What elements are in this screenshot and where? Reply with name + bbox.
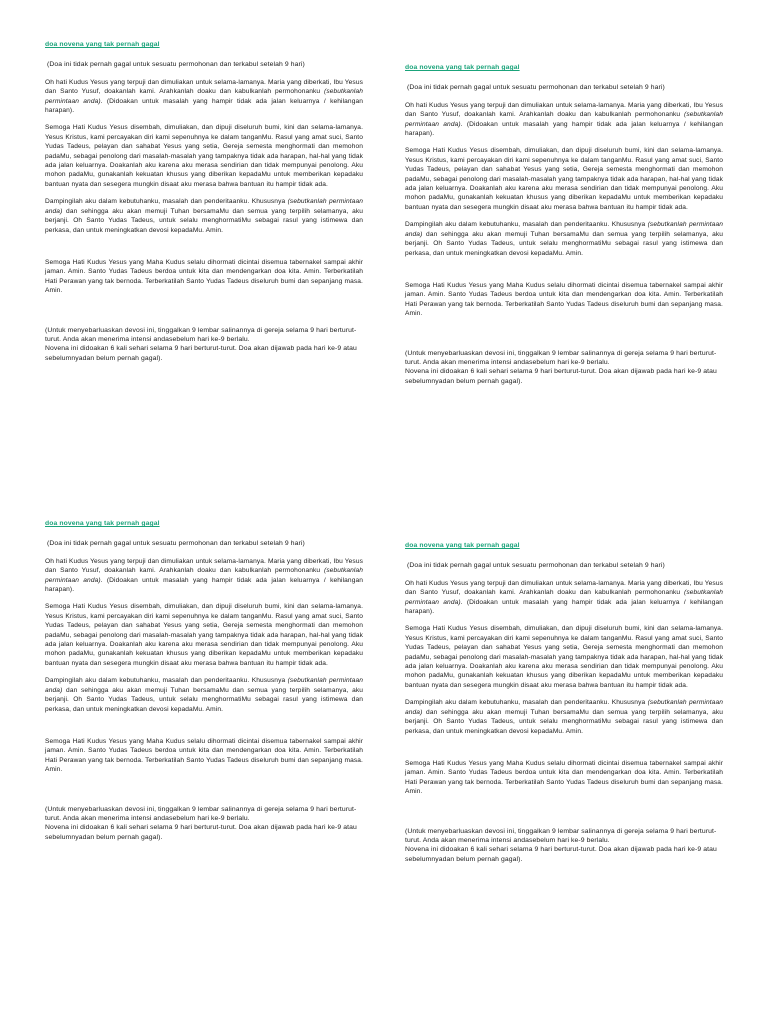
italic-span: (sebutkanlah permintaan anda) <box>45 88 363 105</box>
text-span: dan sehingga aku akan memuji Tuhan bersamaMu dan semua yang terpilih selamanya, aku berjanji. Oh Santo Yudas Tadeus, untuk selalu menghormatiMu sebagai rasul yang istimewa dan perkasa, dan untuk meningkatkan devosi kepadaMu. Amin. <box>45 686 363 713</box>
novena-card <box>405 541 723 864</box>
note-line: Novena ini didoakan 6 kali sehari selama 9 hari berturut-turut. Doa akan dijawab pada hari ke-9 atau sebelumnyadan belum pernah gagal). <box>45 824 357 841</box>
paragraph-closing: Semoga Hati Kudus Yesus yang Maha Kudus selalu dihormati dicintai disemua tabernakel sampai akhir jaman. Amin. Santo Yudas Tadeus berdoa untuk kita dan mendengarkan doa kita. Amin. Terberkatilah Hati Perawan yang tak bernoda. Terberkatilah Santo Yudas Tadeus diseluruh bumi dan sepanjang masa. Amin. <box>405 759 723 796</box>
instruction-note <box>405 827 723 865</box>
paragraph-closing: Semoga Hati Kudus Yesus yang Maha Kudus selalu dihormati dicintai disemua tabernakel sampai akhir jaman. Amin. Santo Yudas Tadeus berdoa untuk kita dan mendengarkan doa kita. Amin. Terberkatilah Hati Perawan yang tak bernoda. Terberkatilah Santo Yudas Tadeus diseluruh bumi dan sepanjang masa. Amin. <box>405 281 723 318</box>
note-line: (Untuk menyebarluaskan devosi ini, tinggalkan 9 lembar salinannya di gereja selama 9 hari berturut-turut. Anda akan menerima intensi andasebelum hari ke-9 berlalu. <box>405 349 717 366</box>
instruction-note <box>405 349 723 387</box>
text-span: dan sehingga aku akan memuji Tuhan bersamaMu dan semua yang terpilih selamanya, aku berjanji. Oh Santo Yudas Tadeus, untuk selalu menghormatiMu sebagai rasul yang istimewa dan perkasa, dan untuk meningkatkan devosi kepadaMu. Amin. <box>405 708 723 735</box>
card-subtitle: (Doa ini tidak pernah gagal untuk sesuatu permohonan dan terkabul setelah 9 hari) <box>47 61 305 69</box>
note-line: (Untuk menyebarluaskan devosi ini, tinggalkan 9 lembar salinannya di gereja selama 9 hari berturut-turut. Anda akan menerima intensi andasebelum hari ke-9 berlalu. <box>45 326 357 343</box>
text-span: Oh hati Kudus Yesus yang terpuji dan dimuliakan untuk selama-lamanya. Maria yang diberkati, Ibu Yesus dan Santo Yusuf, doakanlah kami. Arahkanlah doaku dan kabulkanlah permohonanku <box>45 78 363 96</box>
text-span: Oh hati Kudus Yesus yang terpuji dan dimuliakan untuk selama-lamanya. Maria yang diberkati, Ibu Yesus dan Santo Yusuf, doakanlah kami. Arahkanlah doaku dan kabulkanlah permohonanku <box>45 557 363 575</box>
card-subtitle: (Doa ini tidak pernah gagal untuk sesuatu permohonan dan terkabul setelah 9 hari) <box>407 84 665 92</box>
text-span: Dampingilah aku dalam kebutuhanku, masalah dan penderitaanku. Khususnya <box>45 198 286 206</box>
paragraph-petition <box>45 676 363 714</box>
novena-card <box>45 519 363 842</box>
card-title[interactable]: doa novena yang tak pernah gagal <box>405 542 520 549</box>
note-line: Novena ini didoakan 6 kali sehari selama 9 hari berturut-turut. Doa akan dijawab pada hari ke-9 atau sebelumnyadan belum pernah gagal). <box>45 345 357 362</box>
italic-span: (sebutkanlah permintaan anda) <box>405 699 723 716</box>
paragraph-closing: Semoga Hati Kudus Yesus yang Maha Kudus selalu dihormati dicintai disemua tabernakel sampai akhir jaman. Amin. Santo Yudas Tadeus berdoa untuk kita dan mendengarkan doa kita. Amin. Terberkatilah Hati Perawan yang tak bernoda. Terberkatilah Santo Yudas Tadeus diseluruh bumi dan sepanjang masa. Amin. <box>45 737 363 774</box>
paragraph-prayer: Semoga Hati Kudus Yesus disembah, dimuliakan, dan dipuji diseluruh bumi, kini dan selama-lamanya. Yesus Kristus, kami percayakan diri kami sepenuhnya ke dalam tanganMu. Rasul yang amat suci, Santo Yudas Tadeus, pelayan dan sahabat Yesus yang setia, Gereja semesta menghormati dan memohon padaMu, sebagai penolong dari masalah-masalah yang tampaknya tidak ada harapan, hal-hal yang tidak ada jalan keluarnya. Doakanlah aku karena aku merasa sendirian dan tidak mempunyai penolong. Aku mohon padaMu, gunakanlah kekuatan khusus yang diberikan kepadaMu untuk memberikan kepadaku bantuan nyata dan sesegera mungkin disaat aku merasa bahwa bantuan itu hampir tidak ada. <box>45 124 363 188</box>
card-subtitle: (Doa ini tidak pernah gagal untuk sesuatu permohonan dan terkabul setelah 9 hari) <box>47 540 305 548</box>
paragraph-prayer: Semoga Hati Kudus Yesus disembah, dimuliakan, dan dipuji diseluruh bumi, kini dan selama-lamanya. Yesus Kristus, kami percayakan diri kami sepenuhnya ke dalam tanganMu. Rasul yang amat suci, Santo Yudas Tadeus, pelayan dan sahabat Yesus yang setia, Gereja semesta menghormati dan memohon padaMu, sebagai penolong dari masalah-masalah yang tampaknya tidak ada harapan, hal-hal yang tidak ada jalan keluarnya. Doakanlah aku karena aku merasa sendirian dan tidak mempunyai penolong. Aku mohon padaMu, gunakanlah kekuatan khusus yang diberikan kepadaMu untuk memberikan kepadaku bantuan nyata dan sesegera mungkin disaat aku merasa bahwa bantuan itu hampir tidak ada. <box>45 603 363 667</box>
italic-span: (sebutkanlah permintaan anda) <box>45 198 363 215</box>
note-line: Novena ini didoakan 6 kali sehari selama 9 hari berturut-turut. Doa akan dijawab pada hari ke-9 atau sebelumnyadan belum pernah gagal). <box>405 368 717 385</box>
text-span: . (Didoakan untuk masalah yang hampir tidak ada jalan keluarnya / kehilangan harapan). <box>405 598 723 616</box>
text-span: Dampingilah aku dalam kebutuhanku, masalah dan penderitaanku. Khususnya <box>45 677 286 685</box>
paragraph-petition <box>45 197 363 235</box>
note-line: (Untuk menyebarluaskan devosi ini, tinggalkan 9 lembar salinannya di gereja selama 9 hari berturut-turut. Anda akan menerima intensi andasebelum hari ke-9 berlalu. <box>45 805 357 822</box>
text-span: . (Didoakan untuk masalah yang hampir tidak ada jalan keluarnya / kehilangan harapan). <box>405 120 723 138</box>
italic-span: (sebutkanlah permintaan anda) <box>45 677 363 694</box>
paragraph-opening <box>405 579 723 617</box>
italic-span: (sebutkanlah permintaan anda) <box>405 111 723 128</box>
italic-span: (sebutkanlah permintaan anda) <box>405 589 723 606</box>
paragraph-prayer: Semoga Hati Kudus Yesus disembah, dimuliakan, dan dipuji diseluruh bumi, kini dan selama-lamanya. Yesus Kristus, kami percayakan diri kami sepenuhnya ke dalam tanganMu. Rasul yang amat suci, Santo Yudas Tadeus, pelayan dan sahabat Yesus yang setia, Gereja semesta menghormati dan memohon padaMu, sebagai penolong dari masalah-masalah yang tampaknya tidak ada harapan, hal-hal yang tidak ada jalan keluarnya. Doakanlah aku karena aku merasa sendirian dan tidak mempunyai penolong. Aku mohon padaMu, gunakanlah kekuatan khusus yang diberikan kepadaMu untuk memberikan kepadaku bantuan nyata dan sesegera mungkin disaat aku merasa bahwa bantuan itu hampir tidak ada. <box>405 625 723 689</box>
text-span: dan sehingga aku akan memuji Tuhan bersamaMu dan semua yang terpilih selamanya, aku berjanji. Oh Santo Yudas Tadeus, untuk selalu menghormatiMu sebagai rasul yang istimewa dan perkasa, dan untuk meningkatkan devosi kepadaMu. Amin. <box>45 207 363 234</box>
paragraph-opening <box>45 557 363 595</box>
card-subtitle: (Doa ini tidak pernah gagal untuk sesuatu permohonan dan terkabul setelah 9 hari) <box>407 562 665 570</box>
card-title[interactable]: doa novena yang tak pernah gagal <box>405 64 520 71</box>
italic-span: (sebutkanlah permintaan anda) <box>45 567 363 584</box>
card-title[interactable]: doa novena yang tak pernah gagal <box>45 41 160 48</box>
paragraph-closing: Semoga Hati Kudus Yesus yang Maha Kudus selalu dihormati dicintai disemua tabernakel sampai akhir jaman. Amin. Santo Yudas Tadeus berdoa untuk kita dan mendengarkan doa kita. Amin. Terberkatilah Hati Perawan yang tak bernoda. Terberkatilah Santo Yudas Tadeus diseluruh bumi dan sepanjang masa. Amin. <box>45 258 363 295</box>
text-span: Oh hati Kudus Yesus yang terpuji dan dimuliakan untuk selama-lamanya. Maria yang diberkati, Ibu Yesus dan Santo Yusuf, doakanlah kami. Arahkanlah doaku dan kabulkanlah permohonanku <box>405 101 723 119</box>
instruction-note <box>45 805 363 843</box>
instruction-note <box>45 326 363 364</box>
text-span: dan sehingga aku akan memuji Tuhan bersamaMu dan semua yang terpilih selamanya, aku berjanji. Oh Santo Yudas Tadeus, untuk selalu menghormatiMu sebagai rasul yang istimewa dan perkasa, dan untuk meningkatkan devosi kepadaMu. Amin. <box>405 230 723 257</box>
text-span: Oh hati Kudus Yesus yang terpuji dan dimuliakan untuk selama-lamanya. Maria yang diberkati, Ibu Yesus dan Santo Yusuf, doakanlah kami. Arahkanlah doaku dan kabulkanlah permohonanku <box>405 579 723 597</box>
text-span: Dampingilah aku dalam kebutuhanku, masalah dan penderitaanku. Khususnya <box>405 699 646 707</box>
paragraph-opening <box>405 101 723 139</box>
paragraph-prayer: Semoga Hati Kudus Yesus disembah, dimuliakan, dan dipuji diseluruh bumi, kini dan selama-lamanya. Yesus Kristus, kami percayakan diri kami sepenuhnya ke dalam tanganMu. Rasul yang amat suci, Santo Yudas Tadeus, pelayan dan sahabat Yesus yang setia, Gereja semesta menghormati dan memohon padaMu, sebagai penolong dari masalah-masalah yang tampaknya tidak ada harapan, hal-hal yang tidak ada jalan keluarnya. Doakanlah aku karena aku merasa sendirian dan tidak mempunyai penolong. Aku mohon padaMu, gunakanlah kekuatan khusus yang diberikan kepadaMu untuk memberikan kepadaku bantuan nyata dan sesegera mungkin disaat aku merasa bahwa bantuan itu hampir tidak ada. <box>405 147 723 211</box>
text-span: Dampingilah aku dalam kebutuhanku, masalah dan penderitaanku. Khususnya <box>405 221 646 229</box>
novena-card <box>45 40 363 363</box>
paragraph-petition <box>405 220 723 258</box>
paragraph-opening <box>45 78 363 116</box>
text-span: . (Didoakan untuk masalah yang hampir tidak ada jalan keluarnya / kehilangan harapan). <box>45 576 363 594</box>
novena-card <box>405 63 723 386</box>
italic-span: (sebutkanlah permintaan anda) <box>405 221 723 238</box>
paragraph-petition <box>405 698 723 736</box>
note-line: Novena ini didoakan 6 kali sehari selama 9 hari berturut-turut. Doa akan dijawab pada hari ke-9 atau sebelumnyadan belum pernah gagal). <box>405 846 717 863</box>
text-span: . (Didoakan untuk masalah yang hampir tidak ada jalan keluarnya / kehilangan harapan). <box>45 97 363 115</box>
note-line: (Untuk menyebarluaskan devosi ini, tinggalkan 9 lembar salinannya di gereja selama 9 hari berturut-turut. Anda akan menerima intensi andasebelum hari ke-9 berlalu. <box>405 827 717 844</box>
card-title[interactable]: doa novena yang tak pernah gagal <box>45 520 160 527</box>
